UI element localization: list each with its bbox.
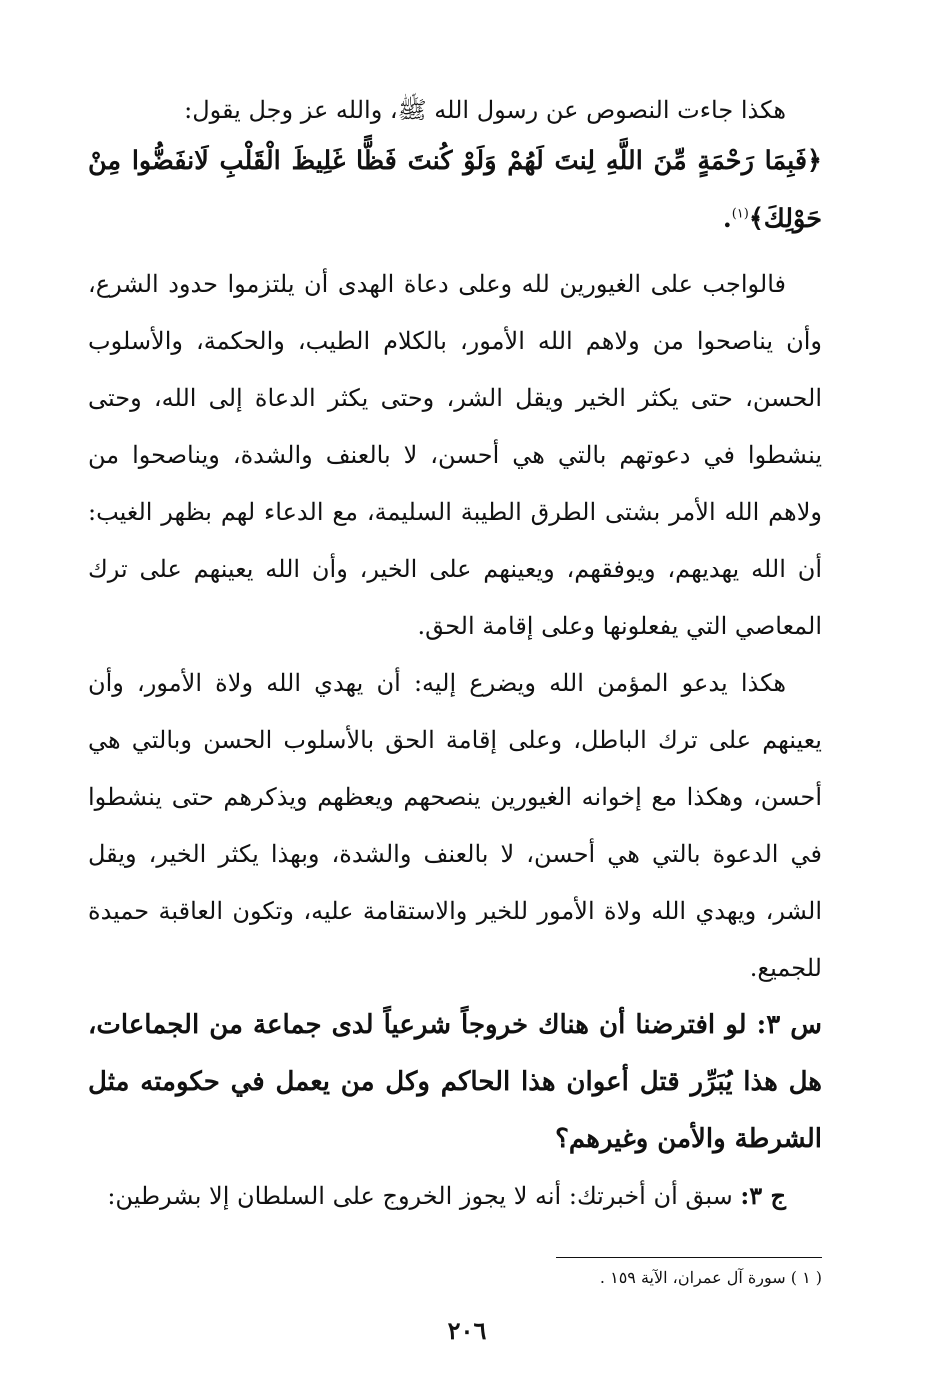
verse-text: ﴿فَبِمَا رَحْمَةٍ مِّنَ اللَّهِ لِنتَ لَهُمْ وَلَوْ كُنتَ فَظًّا غَلِيظَ الْقَلْبِ لَانفَضُّوا مِنْ حَوْلِكَ﴾	[88, 146, 822, 234]
answer-3	[88, 1168, 822, 1224]
answer-text: سبق أن أخبرتك: أنه لا يجوز الخروج على السلطان إلا بشرطين:	[107, 1182, 733, 1210]
paragraph-2: هكذا يدعو المؤمن الله ويضرع إليه: أن يهدي الله ولاة الأمور، وأن يعينهم على ترك الباطل، وعلى إقامة الحق بالأسلوب الحسن وبالتي هي أحسن، وهكذا مع إخوانه الغيورين ينصحهم ويعظهم ويذكرهم حتى ينشطوا في الدعوة بالتي هي أحسن، لا بالعنف والشدة، وبهذا يكثر الخير، ويقل الشر، ويهدي الله ولاة الأمور للخير والاستقامة عليه، وتكون العاقبة حميدة للجميع.	[88, 669, 823, 982]
footnote-reference: (١)	[731, 206, 749, 222]
paragraph-1: فالواجب على الغيورين لله وعلى دعاة الهدى أن يلتزموا حدود الشرع، وأن يناصحوا من ولاهم الله الأمور، بالكلام الطيب، والحكمة، والأسلوب الحسن، حتى يكثر الخير ويقل الشر، وحتى يكثر الدعاة إلى الله، وحتى ينشطوا في دعوتهم بالتي هي أحسن، لا بالعنف والشدة، ويناصحوا من ولاهم الله الأمر بشتى الطرق الطيبة السليمة، مع الدعاء لهم بظهر الغيب: أن الله يهديهم، ويوفقهم، ويعينهم على الخير، وأن الله يعينهم على ترك المعاصي التي يفعلونها وعلى إقامة الحق.	[88, 270, 822, 640]
footnote: ( ١ ) سورة آل عمران، الآية ١٥٩ .	[599, 1268, 822, 1287]
page-number: ٢٠٦	[447, 1316, 487, 1345]
quran-verse	[88, 132, 822, 248]
intro-line: هكذا جاءت النصوص عن رسول الله ﷺ، والله عز وجل يقول:	[184, 96, 786, 124]
answer-label: ج ٣:	[740, 1181, 786, 1210]
verse-end: .	[722, 204, 732, 234]
footnote-divider	[556, 1257, 822, 1258]
page-body	[88, 88, 822, 1224]
question-3: س ٣: لو افترضنا أن هناك خروجاً شرعياً لدى جماعة من الجماعات، هل هذا يُبَرِّر قتل أعوان هذا الحاكم وكل من يعمل في حكومته مثل الشرطة والأمن وغيرهم؟	[88, 1010, 822, 1154]
